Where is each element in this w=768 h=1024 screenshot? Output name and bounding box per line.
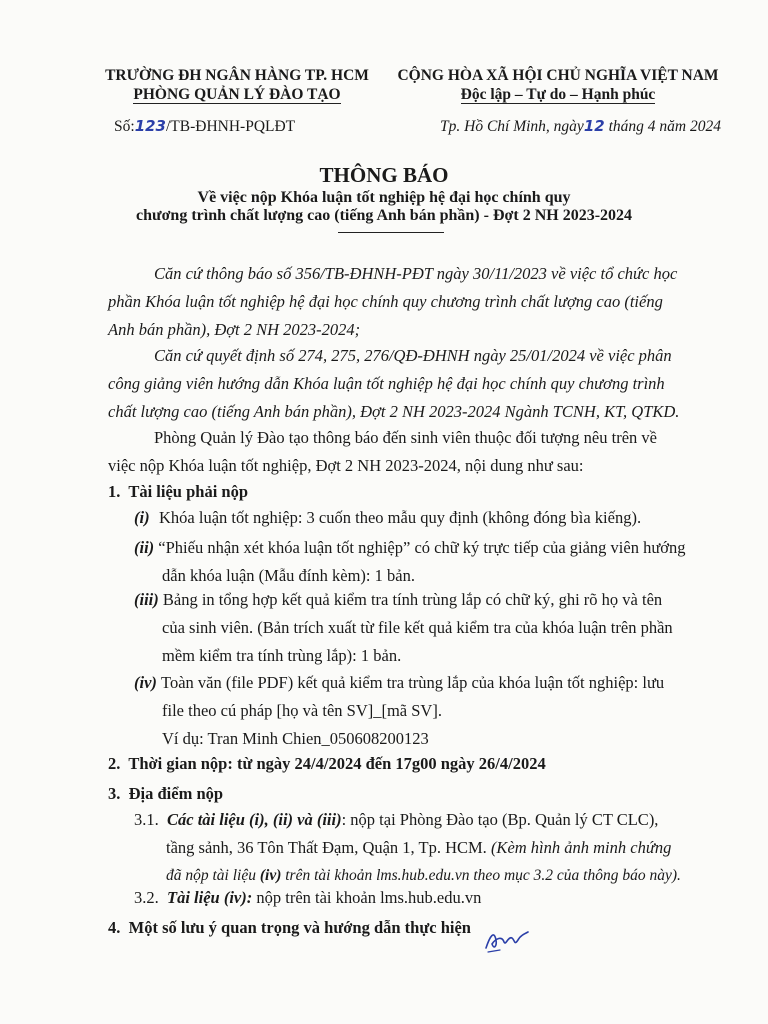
paragraph-basis-2: Căn cứ quyết định số 274, 275, 276/QĐ-ĐHNH ngày 25/01/2024 về việc phân công giảng viên hướng dẫn Khóa luận tốt nghiệp hệ đại học chính quy chương trình chất lượng cao (tiếng Anh bán phần), Đợt 2 NH 2023-2024 Ngành TCNH, KT, QTKD. <box>108 346 680 421</box>
section-3-heading: 3. Địa điểm nộp <box>108 784 224 803</box>
national-title: CỘNG HÒA XÃ HỘI CHỦ NGHĨA VIỆT NAM <box>397 67 719 84</box>
notice-subtitle-2: chương trình chất lượng cao (tiếng Anh bán phần) - Đợt 2 NH 2023-2024 <box>135 207 633 224</box>
department-name: PHÒNG QUẢN LÝ ĐÀO TẠO <box>133 86 341 103</box>
section-1-item-iii: (iii) Bảng in tổng hợp kết quả kiểm tra tính trùng lắp có chữ ký, ghi rõ họ và tên của sinh viên. (Bản trích xuất từ file kết quả kiểm tra của khóa luận trên phần mềm kiểm tra tính trùng lắp): 1 bản. <box>134 590 673 665</box>
header-left <box>92 66 382 104</box>
section-4-heading: 4. Một số lưu ý quan trọng và hướng dẫn thực hiện <box>108 918 471 937</box>
paragraph-intro: Phòng Quản lý Đào tạo thông báo đến sinh viên thuộc đối tượng nêu trên về việc nộp Khóa luận tốt nghiệp, Đợt 2 NH 2023-2024, nội dung như sau: <box>108 428 657 475</box>
section-1-heading: 1. Tài liệu phải nộp <box>108 482 249 501</box>
section-3-1: 3.1. Các tài liệu (i), (ii) và (iii): nộp tại Phòng Đào tạo (Bp. Quản lý CT CLC), tầng sảnh, 36 Tôn Thất Đạm, Quận 1, Tp. HCM. (Kèm hình ảnh minh chứng đã nộp tài liệu (iv) trên tài khoản lms.hub.edu.vn theo mục 3.2 của thông báo này). <box>134 810 681 884</box>
section-1-item-ii: (ii) “Phiếu nhận xét khóa luận tốt nghiệp” có chữ ký trực tiếp của giảng viên hướng dẫn khóa luận (Mẫu đính kèm): 1 bản. <box>134 538 686 585</box>
document-number: Số:123/TB-ĐHNH-PQLĐT <box>114 117 296 135</box>
initials-signature <box>482 922 530 956</box>
handwritten-number: 123 <box>134 117 166 135</box>
header-right <box>388 66 728 104</box>
section-2-heading: 2. Thời gian nộp: từ ngày 24/4/2024 đến 17g00 ngày 26/4/2024 <box>108 754 546 773</box>
section-3-2: 3.2. Tài liệu (iv): nộp trên tài khoản lms.hub.edu.vn <box>134 888 482 907</box>
section-1-item-iv: (iv) Toàn văn (file PDF) kết quả kiểm tra trùng lắp của khóa luận tốt nghiệp: lưu file theo cú pháp [họ và tên SV]_[mã SV]. Ví dụ: Tran Minh Chien_050608200123 <box>134 673 665 748</box>
section-1-item-i: (i) Khóa luận tốt nghiệp: 3 cuốn theo mẫu quy định (không đóng bìa kiếng). <box>134 508 642 527</box>
notice-title: THÔNG BÁO <box>319 163 449 187</box>
document-date: Tp. Hồ Chí Minh, ngày12 tháng 4 năm 2024 <box>440 117 721 135</box>
paragraph-basis-1: Căn cứ thông báo số 356/TB-ĐHNH-PĐT ngày 30/11/2023 về việc tổ chức học phần Khóa luận tốt nghiệp hệ đại học chính quy chương trình chất lượng cao (tiếng Anh bán phần), Đợt 2 NH 2023-2024; <box>108 264 678 339</box>
notice-subtitle-1: Về việc nộp Khóa luận tốt nghiệp hệ đại học chính quy <box>197 189 571 206</box>
university-name: TRƯỜNG ĐH NGÂN HÀNG TP. HCM <box>105 67 369 84</box>
title-divider <box>338 232 444 233</box>
national-motto: Độc lập – Tự do – Hạnh phúc <box>460 86 656 103</box>
handwritten-day: 12 <box>583 117 605 135</box>
